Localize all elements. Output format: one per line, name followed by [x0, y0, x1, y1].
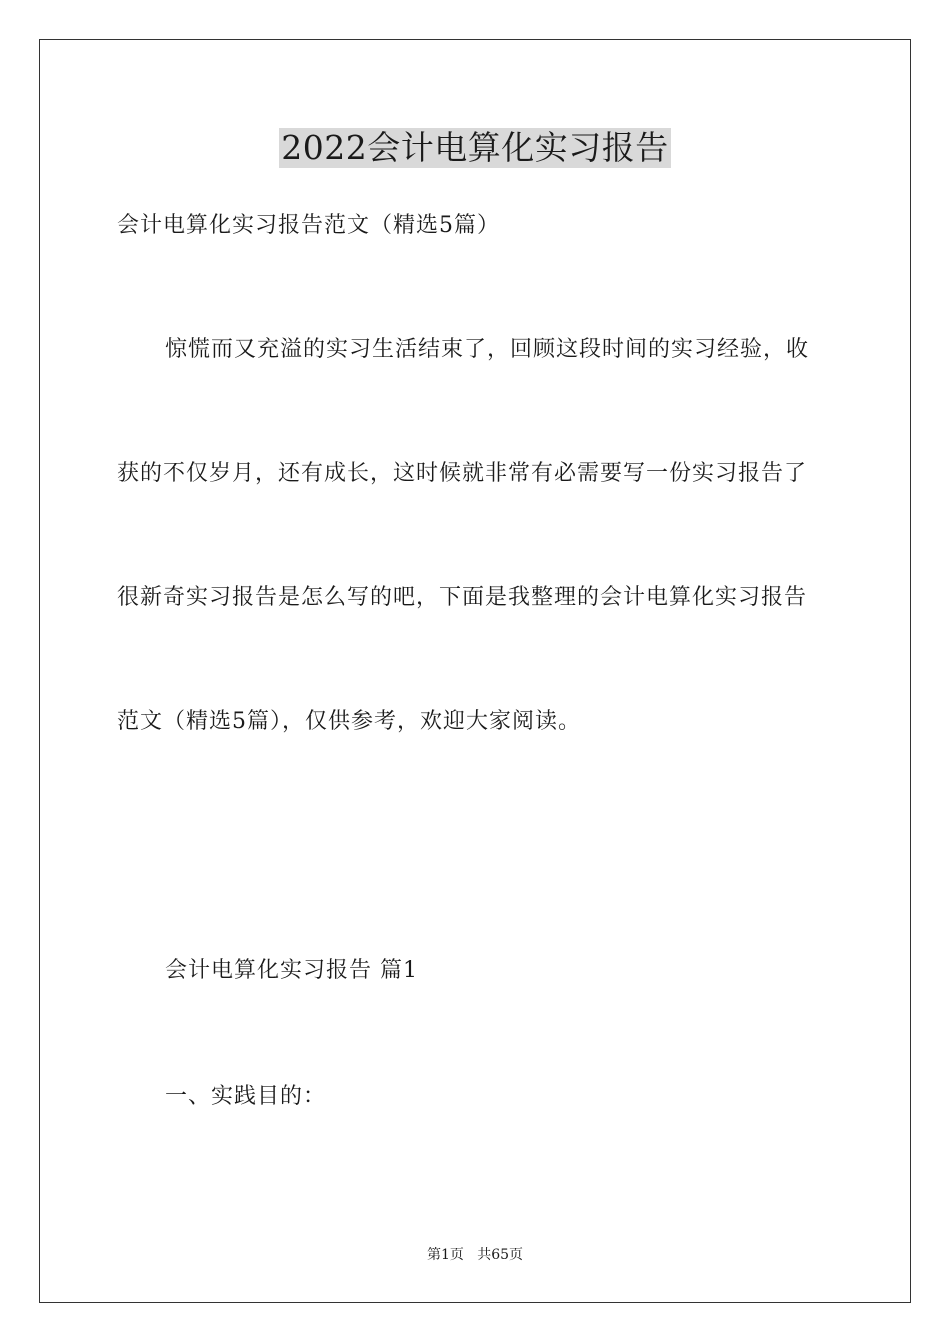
intro-line-1: 惊慌而又充溢的实习生活结束了，回顾这段时间的实习经验，收	[165, 337, 810, 362]
intro-line-3: 很新奇实习报告是怎么写的吧，下面是我整理的会计电算化实习报告	[117, 585, 808, 610]
section-heading: 会计电算化实习报告 篇1	[165, 958, 418, 983]
document-title: 2022会计电算化实习报告	[281, 128, 669, 167]
intro-line-4: 范文（精选5篇），仅供参考，欢迎大家阅读。	[117, 709, 581, 734]
page-footer: 第1页 共65页	[426, 1247, 524, 1263]
intro-line-2: 获的不仅岁月，还有成长，这时候就非常有必需要写一份实习报告了	[117, 461, 808, 486]
subsection-heading: 一、实践目的：	[165, 1084, 327, 1109]
title-container	[0, 128, 950, 168]
document-subtitle: 会计电算化实习报告范文（精选5篇）	[117, 213, 500, 238]
